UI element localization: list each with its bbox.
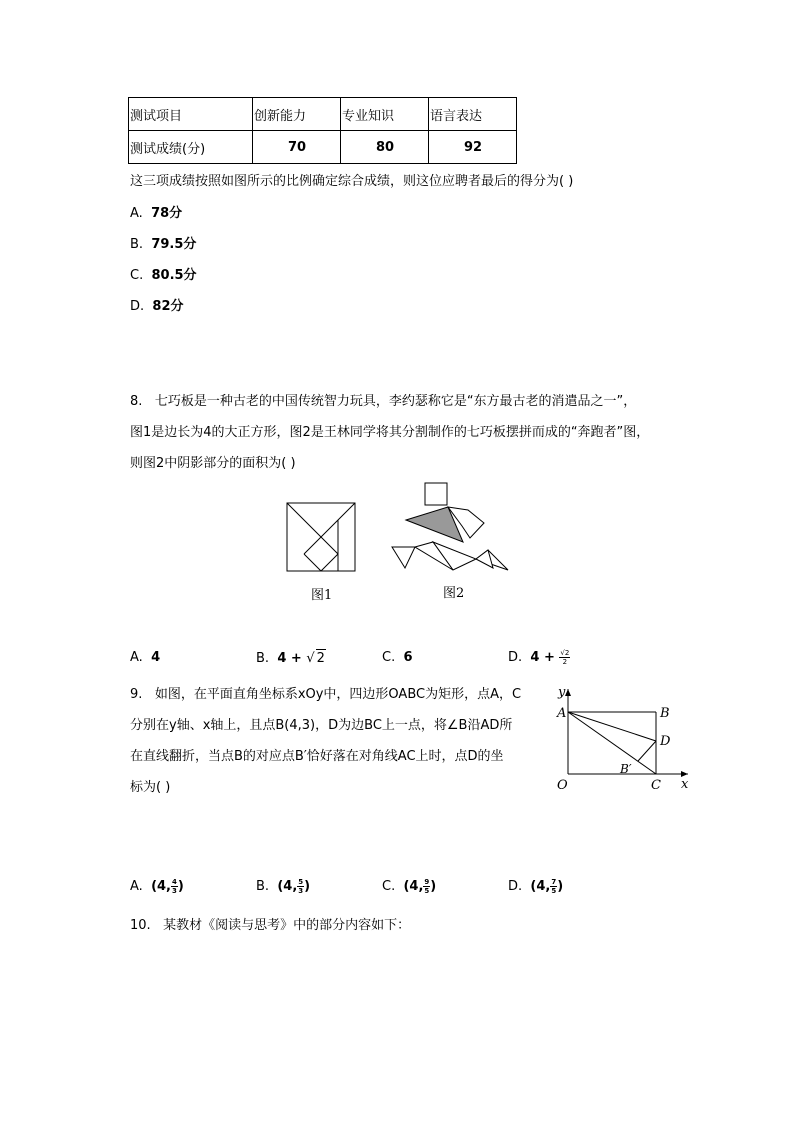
option-value: 82分 <box>152 299 184 314</box>
q9-line-4: 标为( ) <box>130 780 171 795</box>
q9-text-line: 如图，在平面直角坐标系xOy中，四边形OABC为矩形，点A，C <box>154 687 522 702</box>
sqrt-symbol: √ <box>306 651 315 666</box>
point-label-a: A <box>557 706 567 721</box>
option-value: 4 + <box>530 650 560 665</box>
table-header-row <box>129 98 517 131</box>
option-key: B. <box>130 237 144 252</box>
option-key: D. <box>508 879 523 894</box>
figure-2-caption: 图2 <box>443 586 465 601</box>
q9-line-2: 分别在y轴、x轴上，且点B(4,3)，D为边BC上一点，将∠B沿AD所 <box>130 718 513 733</box>
coordinate-rectangle-figure <box>548 684 698 794</box>
denominator: 3 <box>298 887 304 895</box>
q9-option-a <box>130 878 184 896</box>
table-row-label: 测试成绩(分) <box>129 131 253 164</box>
score-table <box>128 97 517 164</box>
numerator: √2 <box>560 649 570 657</box>
q7-option-a <box>130 205 182 223</box>
option-post: ) <box>430 879 437 894</box>
option-key: C. <box>382 650 396 665</box>
q7-text: 这三项成绩按照如图所示的比例确定综合成绩，则这位应聘者最后的得分为( ) <box>130 174 574 189</box>
option-pre: (4, <box>151 879 171 894</box>
option-key: B. <box>256 651 270 666</box>
q8-line-2: 图1是边长为4的大正方形，图2是王林同学将其分割制作的七巧板摆拼而成的“奔跑者”图， <box>130 425 650 440</box>
table-cell: 92 <box>429 131 517 164</box>
question-number: 8. <box>130 394 143 409</box>
numerator: 5 <box>298 878 304 886</box>
numerator: 7 <box>551 878 557 886</box>
q8-option-d <box>508 649 570 667</box>
q7-option-d <box>130 298 184 316</box>
figure-1-caption: 图1 <box>311 588 333 603</box>
q8-option-c <box>382 649 413 667</box>
axis-label-y: y <box>558 685 566 700</box>
option-post: ) <box>557 879 564 894</box>
table-header-cell: 创新能力 <box>253 98 341 131</box>
option-key: C. <box>130 268 144 283</box>
axis-label-x: x <box>681 777 689 792</box>
q8-line-3: 则图2中阴影部分的面积为( ) <box>130 456 296 471</box>
table-cell: 70 <box>253 131 341 164</box>
question-number: 9. <box>130 687 143 702</box>
radicand: 2 <box>316 651 325 666</box>
denominator: 3 <box>172 887 177 895</box>
fraction <box>171 878 178 895</box>
tangram-runner-figure <box>388 480 513 575</box>
point-label-b: B <box>660 706 670 721</box>
numerator: 9 <box>424 878 430 886</box>
numerator: 4 <box>172 878 177 886</box>
option-value: 6 <box>403 650 413 665</box>
denominator: 5 <box>551 887 557 895</box>
q9-line-1 <box>130 686 521 704</box>
q9-option-d <box>508 878 563 896</box>
denominator: 2 <box>562 658 568 666</box>
q8-option-b <box>256 649 326 668</box>
option-key: D. <box>130 299 145 314</box>
option-value: 79.5分 <box>151 237 197 252</box>
option-pre: (4, <box>530 879 551 894</box>
option-value: 78分 <box>151 206 183 221</box>
point-label-d: D <box>660 734 671 749</box>
q7-option-c <box>130 267 197 285</box>
option-key: A. <box>130 650 143 665</box>
option-value: 4 <box>151 650 161 665</box>
option-key: D. <box>508 650 523 665</box>
option-post: ) <box>304 879 311 894</box>
q9-option-c <box>382 878 436 896</box>
point-label-c: C <box>651 778 661 793</box>
option-value: 4 + <box>277 651 307 666</box>
option-key: B. <box>256 879 270 894</box>
table-row <box>129 131 517 164</box>
q8-line-1 <box>130 393 636 411</box>
option-pre: (4, <box>403 879 424 894</box>
fraction <box>559 649 570 666</box>
q9-line-3: 在直线翻折，当点B的对应点B′恰好落在对角线AC上时，点D的坐 <box>130 749 504 764</box>
q10-text: 某教材《阅读与思考》中的部分内容如下： <box>163 918 411 933</box>
table-header-cell: 测试项目 <box>129 98 253 131</box>
denominator: 5 <box>424 887 430 895</box>
point-label-b-prime: B′ <box>620 762 632 776</box>
table-header-cell: 专业知识 <box>341 98 429 131</box>
option-key: A. <box>130 879 143 894</box>
question-number: 10. <box>130 918 151 933</box>
tangram-square-figure <box>286 502 358 574</box>
table-header-cell: 语言表达 <box>429 98 517 131</box>
option-post: ) <box>177 879 184 894</box>
q8-option-a <box>130 649 160 667</box>
option-value: 80.5分 <box>151 268 197 283</box>
option-key: A. <box>130 206 143 221</box>
option-key: C. <box>382 879 396 894</box>
point-label-o: O <box>557 778 568 793</box>
table-cell: 80 <box>341 131 429 164</box>
q9-option-b <box>256 878 310 896</box>
q8-text-line: 七巧板是一种古老的中国传统智力玩具，李约瑟称它是“东方最古老的消遣品之一”， <box>154 394 637 409</box>
q10-line-1 <box>130 917 410 935</box>
option-pre: (4, <box>277 879 298 894</box>
q7-option-b <box>130 236 196 254</box>
